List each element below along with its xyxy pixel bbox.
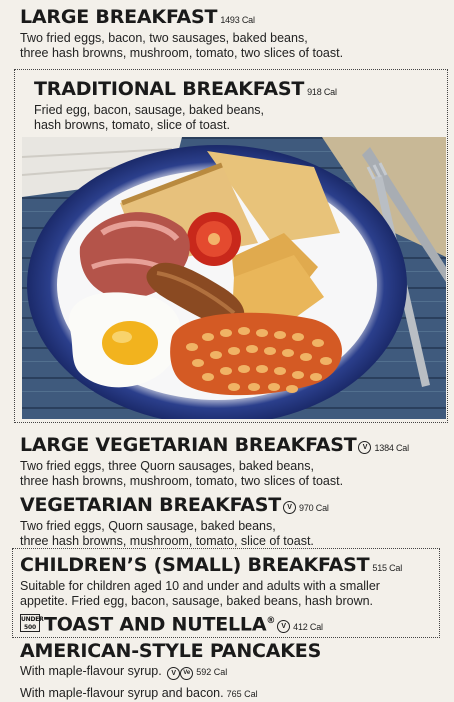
calorie-count: 592 Cal [196, 667, 228, 677]
item-title: CHILDREN’S (SMALL) BREAKFAST 515 Cal [20, 554, 403, 576]
menu-item-toast-and-nutella [20, 610, 444, 638]
calorie-count: 918 Cal [307, 87, 337, 97]
vegetarian-icon: V [283, 501, 296, 514]
item-description: Two fried eggs, three Quorn sausages, baked beans, three hash browns, mushroom, tomato, two slices of toast. [20, 459, 344, 488]
item-title: VEGETARIAN BREAKFAST V 970 Cal [20, 494, 329, 516]
item-description: Suitable for children aged 10 and under and adults with a smaller appetite. Fried egg, bacon, sausage, baked beans, hash brown. [20, 579, 380, 608]
item-title: LARGE VEGETARIAN BREAKFAST V 1384 Cal [20, 434, 409, 456]
pancake-option-syrup: With maple-flavour syrup. V Ve 592 Cal [20, 664, 228, 678]
calorie-count: 970 Cal [299, 503, 329, 513]
calorie-count: 1493 Cal [220, 15, 255, 25]
vegetarian-icon: V [358, 441, 371, 454]
item-title: TRADITIONAL BREAKFAST 918 Cal [34, 78, 337, 100]
vegetarian-icon: V [167, 667, 180, 680]
item-title: UNDER 500 TOAST AND NUTELLA®V 412 Cal [21, 613, 323, 636]
item-description: Two fried eggs, bacon, two sausages, baked beans, three hash browns, mushroom, tomato, two slices of toast. [20, 31, 344, 60]
menu-item-large-vegetarian-breakfast [20, 434, 444, 489]
menu-item-vegetarian-breakfast [20, 494, 444, 549]
item-description: Two fried eggs, Quorn sausage, baked beans, three hash browns, mushroom, tomato, slice of toast. [20, 519, 314, 548]
vegetarian-icon: V [277, 620, 290, 633]
menu-item-american-style-pancakes [20, 640, 444, 702]
calorie-count: 515 Cal [372, 563, 403, 573]
menu-item-childrens-breakfast [20, 554, 444, 609]
item-description: Fried egg, bacon, sausage, baked beans, hash browns, tomato, slice of toast. [34, 103, 265, 132]
menu-item-traditional-breakfast [34, 78, 444, 133]
calorie-count: 412 Cal [293, 622, 323, 633]
item-title: LARGE BREAKFAST 1493 Cal [20, 6, 255, 28]
pancake-option-syrup-bacon: With maple-flavour syrup and bacon. 765 Cal [20, 686, 258, 700]
menu-item-large-breakfast [20, 6, 444, 61]
under-500-badge-icon: UNDER 500 [21, 616, 44, 632]
vegan-icon: Ve [180, 667, 193, 680]
breakfast-photo [22, 137, 446, 419]
calorie-count: 765 Cal [226, 689, 258, 699]
calorie-count: 1384 Cal [374, 443, 409, 453]
item-title: AMERICAN-STYLE PANCAKES [20, 640, 322, 662]
